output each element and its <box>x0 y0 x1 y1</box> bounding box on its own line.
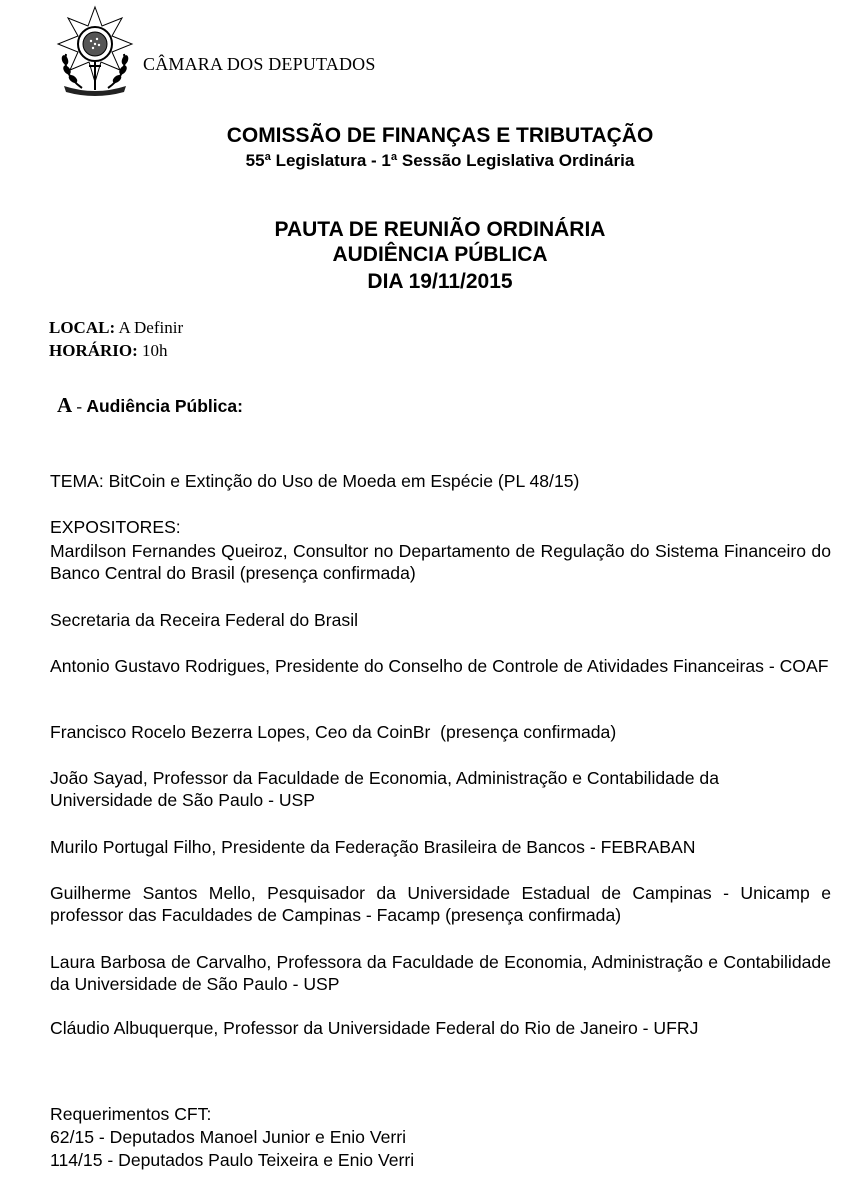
section-title: Audiência Pública: <box>86 396 243 416</box>
section-heading <box>57 393 243 418</box>
document-header <box>50 4 450 100</box>
speaker-item: Guilherme Santos Mello, Pesquisador da Universidade Estadual de Campinas - Unicamp e professor das Faculdades de Campinas - Facamp (presença confirmada) <box>50 883 831 925</box>
meeting-time <box>49 341 168 361</box>
coat-of-arms-icon <box>54 4 136 96</box>
speaker-item: Secretaria da Receira Federal do Brasil <box>50 610 359 630</box>
time-label: HORÁRIO: <box>49 341 138 360</box>
speaker-item: Murilo Portugal Filho, Presidente da Federação Brasileira de Bancos - FEBRABAN <box>50 837 696 857</box>
speaker-item: Laura Barbosa de Carvalho, Professora da Faculdade de Economia, Administração e Contabilidade da Universidade de São Paulo - USP <box>50 952 831 994</box>
theme-line: TEMA: BitCoin e Extinção do Uso de Moeda em Espécie (PL 48/15) <box>50 471 580 491</box>
meeting-location <box>49 318 183 338</box>
speakers-label: EXPOSITORES: <box>50 517 181 537</box>
legislature-line: 55ª Legislatura - 1ª Sessão Legislativa Ordinária <box>245 151 635 170</box>
agenda-date: DIA 19/11/2015 <box>367 270 513 293</box>
speaker-item: Antonio Gustavo Rodrigues, Presidente do Conselho de Controle de Atividades Financeiras - COAF <box>50 656 829 676</box>
house-name: CÂMARA DOS DEPUTADOS <box>143 54 376 74</box>
speaker-item: Francisco Rocelo Bezerra Lopes, Ceo da CoinBr (presença confirmada) <box>50 722 617 742</box>
requirement-item: 114/15 - Deputados Paulo Teixeira e Enio Verri <box>50 1150 415 1170</box>
speaker-item: Mardilson Fernandes Queiroz, Consultor no Departamento de Regulação do Sistema Financeiro do Banco Central do Brasil (presença confirmada) <box>50 541 831 583</box>
time-value: 10h <box>142 341 168 360</box>
location-label: LOCAL: <box>49 318 116 337</box>
speaker-item: Cláudio Albuquerque, Professor da Universidade Federal do Rio de Janeiro - UFRJ <box>50 1018 699 1038</box>
location-value: A Definir <box>118 318 184 337</box>
committee-name: COMISSÃO DE FINANÇAS E TRIBUTAÇÃO <box>226 124 654 147</box>
agenda-type: PAUTA DE REUNIÃO ORDINÁRIA <box>274 218 606 241</box>
section-letter: A <box>57 393 73 417</box>
speaker-item: João Sayad, Professor da Faculdade de Economia, Administração e Contabilidade da Universidade de São Paulo - USP <box>50 768 719 810</box>
section-dash: - <box>76 397 83 416</box>
agenda-subtype: AUDIÊNCIA PÚBLICA <box>332 243 548 266</box>
requirement-item: 62/15 - Deputados Manoel Junior e Enio Verri <box>50 1127 406 1147</box>
requirements-label: Requerimentos CFT: <box>50 1104 212 1124</box>
